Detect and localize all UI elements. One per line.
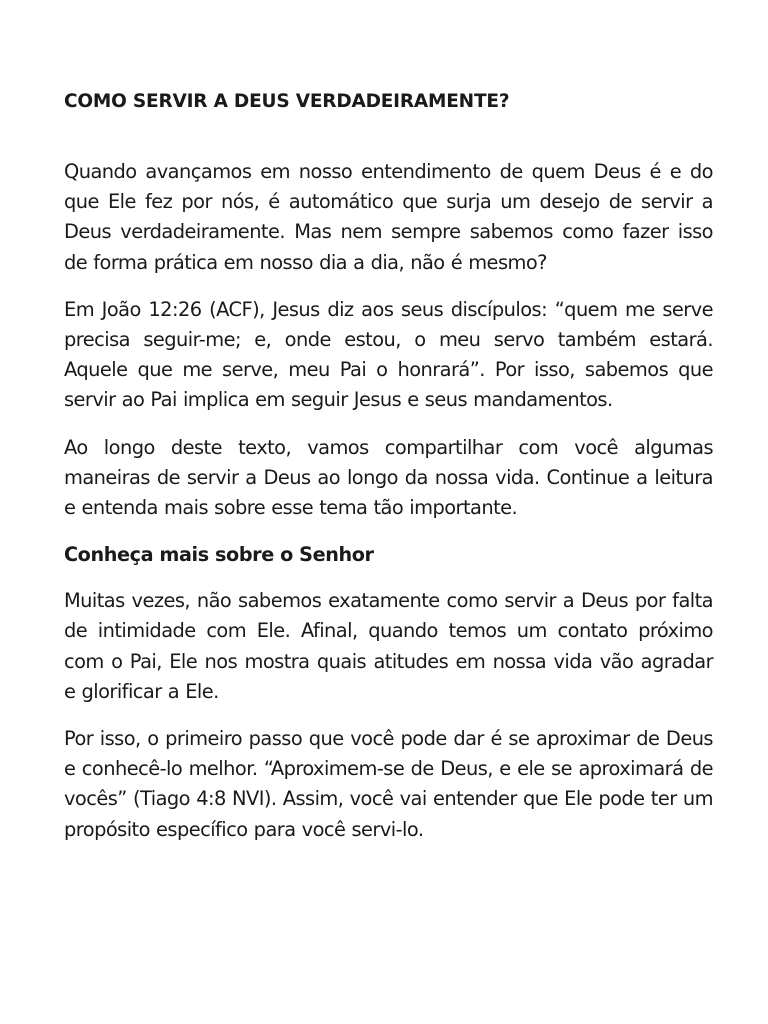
document-title: COMO SERVIR A DEUS VERDADEIRAMENTE? — [64, 91, 510, 112]
section-heading: Conheça mais sobre o Senhor — [64, 543, 374, 567]
paragraph-intro-2: Em João 12:26 (ACF), Jesus diz aos seus discípulos: “quem me serve precisa seguir-me; e, onde estou, o meu servo também estará. Aquele que me serve, meu Pai o honrará”. Por isso, sabemos que servir ao Pai implica em seguir Jesus e seus mandamentos. — [64, 297, 713, 412]
paragraph-section-2: Por isso, o primeiro passo que você pode dar é se aproximar de Deus e conhecê-lo melhor. “Aproximem-se de Deus, e ele se aproximará de vocês” (Tiago 4:8 NVI). Assim, você vai entender que Ele pode ter um propósito específico para você servi-lo. — [64, 727, 713, 841]
paragraph-intro-1: Quando avançamos em nosso entendimento de quem Deus é e do que Ele fez por nós, é automático que surja um desejo de servir a Deus verdadeiramente. Mas nem sempre sabemos como fazer isso de forma prática em nosso dia a dia, não é mesmo? — [64, 160, 713, 274]
document-page — [64, 88, 713, 862]
paragraph-section-1: Muitas vezes, não sabemos exatamente como servir a Deus por falta de intimidade com Ele. Afinal, quando temos um contato próximo com o Pai, Ele nos mostra quais atitudes em nossa vida vão agradar e glorificar a Ele. — [64, 589, 713, 703]
paragraph-intro-3: Ao longo deste texto, vamos compartilhar com você algumas maneiras de servir a Deus ao longo da nossa vida. Continue a leitura e entenda mais sobre esse tema tão importante. — [64, 435, 713, 520]
